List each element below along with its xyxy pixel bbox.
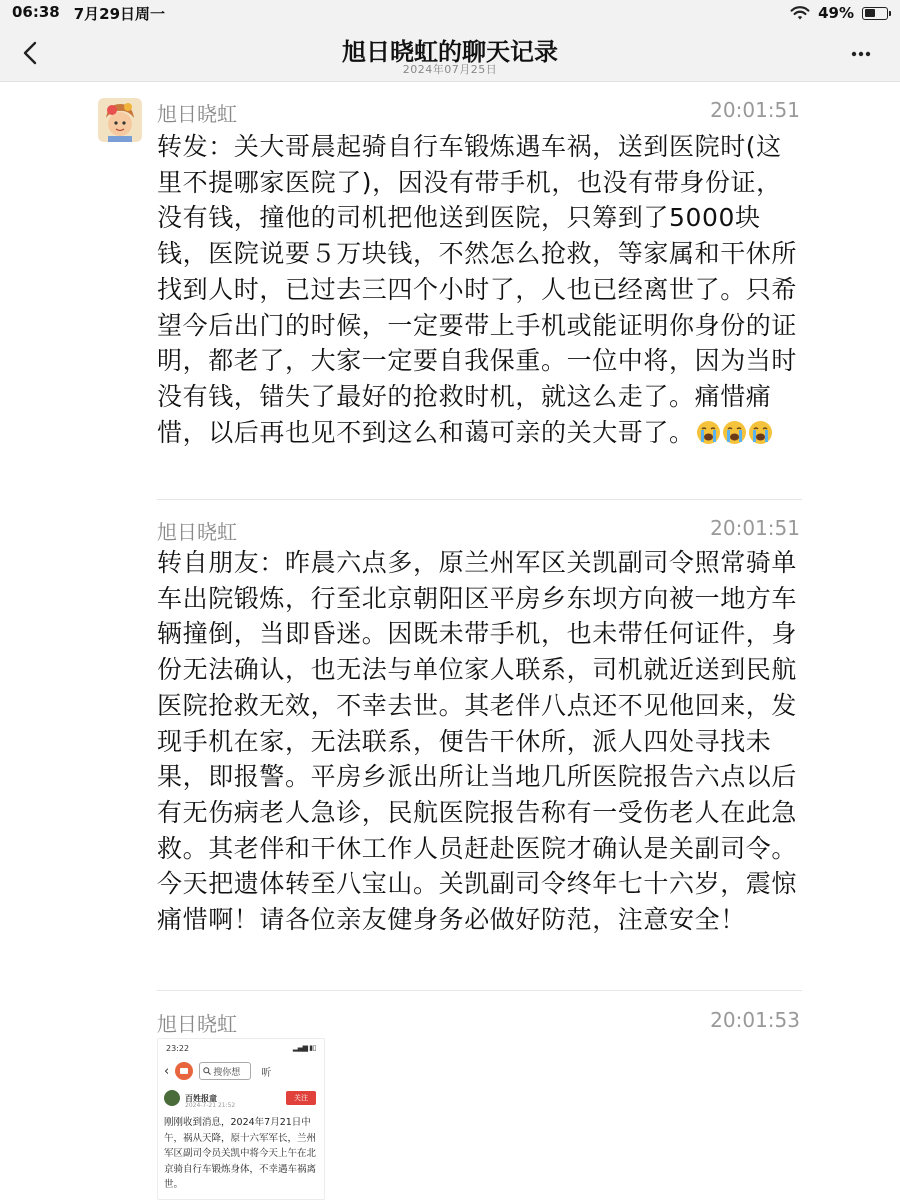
embed-search-bar — [158, 1057, 324, 1085]
message-divider — [157, 499, 802, 500]
search-icon — [203, 1067, 211, 1075]
embed-user-name: 百姓报童 — [185, 1093, 217, 1103]
embed-search-placeholder: 搜你想 — [213, 1067, 241, 1078]
app-logo-icon — [175, 1062, 193, 1080]
embed-back-icon: ‹ — [164, 1063, 170, 1079]
embed-time: 23:22 — [166, 1043, 190, 1053]
embed-listen-label: 听 — [261, 1067, 272, 1079]
battery-icon — [862, 7, 888, 20]
embed-status-bar — [158, 1039, 324, 1057]
battery-level-fill — [865, 9, 875, 17]
sender-name: 旭日晓虹 — [157, 1012, 237, 1036]
emoji-group — [695, 418, 773, 447]
crying-face-emoji — [696, 420, 721, 445]
status-time: 06:38 — [12, 2, 60, 21]
embed-user-row — [158, 1085, 324, 1111]
sender-name: 旭日晓虹 — [157, 520, 237, 544]
message-time: 20:01:51 — [710, 516, 800, 540]
sender-name: 旭日晓虹 — [157, 102, 237, 126]
battery-percent: 49% — [818, 4, 854, 22]
signal-icons: ▂▄▆ ▮▯ — [292, 1044, 316, 1052]
nav-bar — [0, 26, 900, 82]
shared-screenshot-image[interactable] — [157, 1038, 325, 1200]
embed-follow-button: 关注 — [286, 1091, 316, 1105]
avatar[interactable] — [98, 98, 142, 142]
embed-user-avatar — [164, 1090, 180, 1106]
message-divider — [157, 990, 802, 991]
embed-user-date: 2024-7-21 21:52 — [185, 1102, 236, 1109]
message-time: 20:01:53 — [710, 1008, 800, 1032]
status-date: 7月29日周一 — [73, 4, 166, 23]
wifi-icon — [790, 5, 810, 21]
crying-face-emoji — [722, 420, 747, 445]
page-title: 旭日晓虹的聊天记录 — [342, 38, 558, 66]
embed-search-input — [199, 1062, 251, 1080]
message-text-content: 转发：关大哥晨起骑自行车锻炼遇车祸，送到医院时(这里不提哪家医院了)，因没有带手机，也没有带身份证，没有钱，撞他的司机把他送到医院，只筹到了5000块钱，医院说要５万块钱，不然怎么抢救，等家属和干休所找到人时，已过去三四个小时了，人也已经离世了。只希望今后出门的时候，一定要带上手机或能证明你身份的证明，都老了，大家一定要自我保重。一位中将，因为当时没有钱，错失了最好的抢救时机，就这么走了。痛惜痛惜，以后再也见不到这么和蔼可亲的关大哥了。 — [157, 132, 798, 447]
embed-post-text: 刚刚收到消息，2024年7月21日中午，祸从天降，原十六军军长，兰州军区副司令员关凯中将今天上午在北京骑自行车锻炼身体，不幸遇车祸离世。 — [164, 1117, 317, 1191]
message-text[interactable] — [157, 129, 805, 450]
message-time: 20:01:51 — [710, 98, 800, 122]
page-subtitle-date: 2024年07月25日 — [402, 63, 498, 76]
message-text[interactable]: 转自朋友：昨晨六点多，原兰州军区关凯副司令照常骑单车出院锻炼，行至北京朝阳区平房乡东坝方向被一地方车辆撞倒，当即昏迷。因既未带手机，也未带任何证件，身份无法确认，也无法与单位家人联系，司机就近送到民航医院抢救无效，不幸去世。其老伴八点还不见他回来，发现手机在家，无法联系，便告干休所，派人四处寻找未果，即报警。平房乡派出所让当地几所医院报告六点以后有无伤病老人急诊，民航医院报告称有一受伤老人在此急救。其老伴和干休工作人员赶赴医院才确认是关副司令。今天把遗体转至八宝山。关凯副司令终年七十六岁，震惊痛惜啊！请各位亲友健身务必做好防范，注意安全！ — [157, 548, 798, 935]
more-options-icon[interactable] — [846, 40, 876, 68]
status-bar — [0, 0, 900, 26]
crying-face-emoji — [748, 420, 773, 445]
